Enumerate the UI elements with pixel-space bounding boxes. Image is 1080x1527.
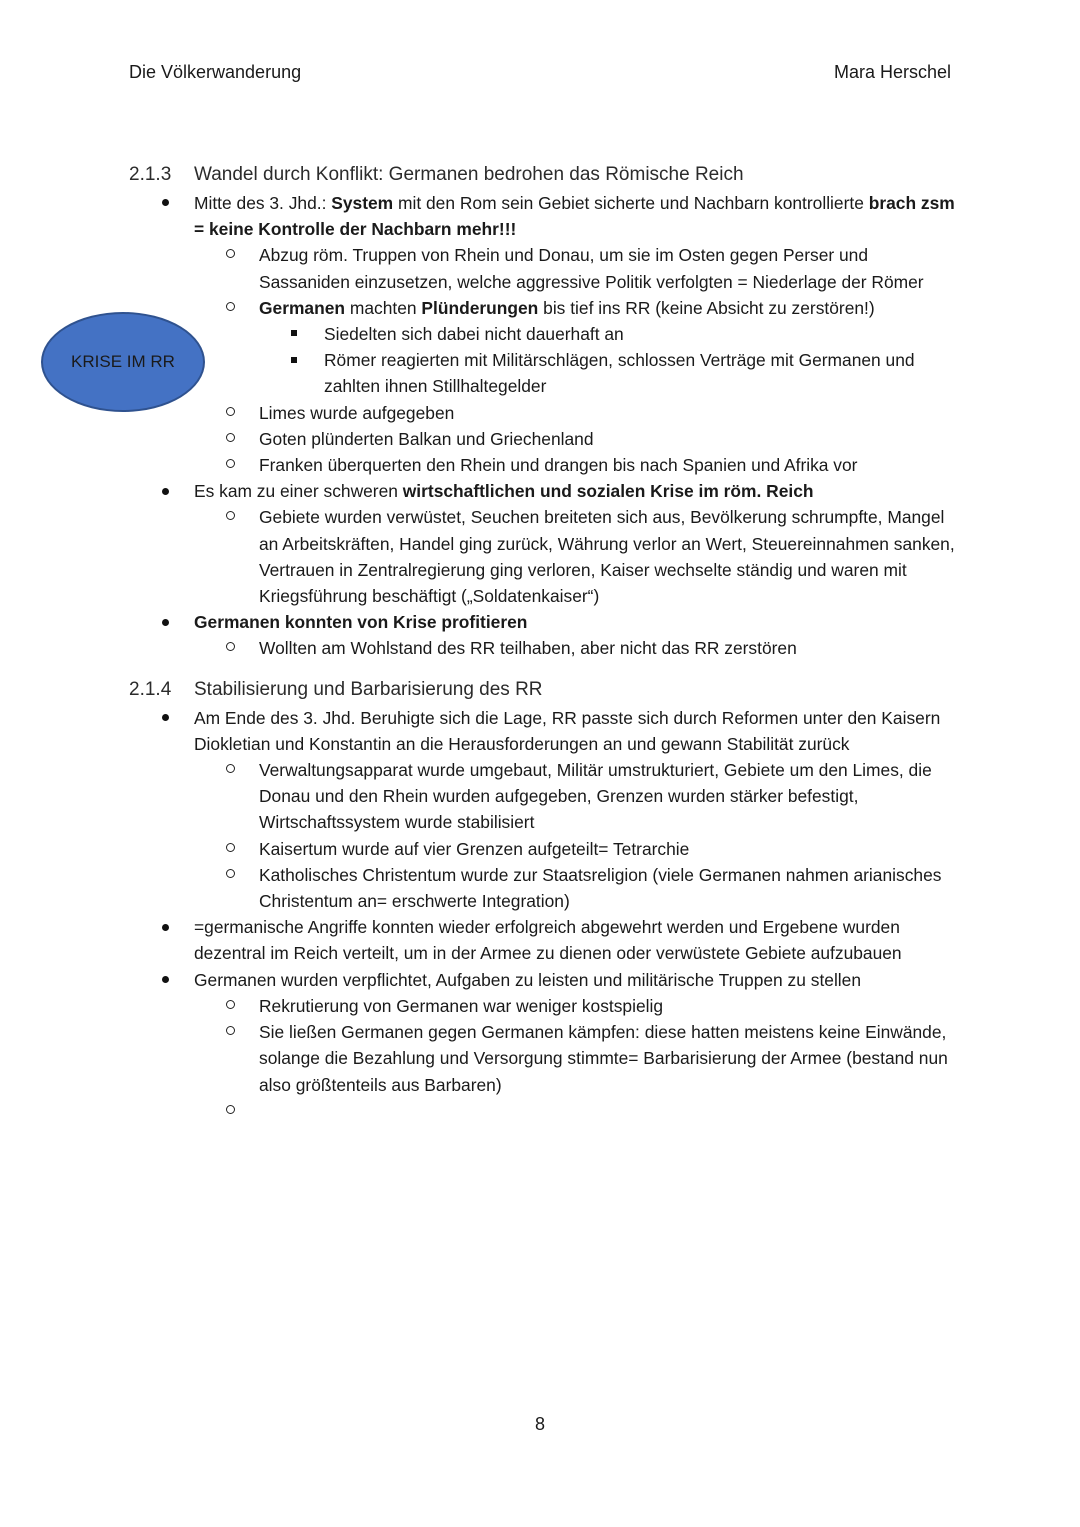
outline-item-level-2	[129, 242, 959, 294]
outline-item-level-1	[129, 914, 959, 966]
bold-text: Germanen konnten von Krise profitieren	[194, 612, 528, 633]
text-segment: Kaisertum wurde auf vier Grenzen aufgeteilt= Tetrarchie	[259, 838, 690, 859]
item-text	[259, 865, 941, 911]
section-number: 2.1.4	[129, 678, 172, 700]
item-text	[259, 298, 875, 318]
text-segment: machten	[345, 297, 422, 318]
bullet-dot-icon	[162, 609, 169, 635]
outline-item-level-3	[129, 347, 959, 399]
bullet-circle-icon	[226, 452, 235, 478]
document-body	[129, 160, 959, 1098]
text-segment: Gebiete wurden verwüstet, Seuchen breiteten sich aus, Bevölkerung schrumpfte, Mangel an Arbeitskräften, Handel ging zurück, Währung verlor an Wert, Steuereinnahmen sanken, Vertrauen in Zentralregierung ging verloren, Kaiser wechselte ständig und waren mit Kriegsführung beschäftigt („Soldatenkaiser“)	[259, 507, 955, 607]
bullet-square-icon	[291, 321, 297, 347]
text-segment: Sie ließen Germanen gegen Germanen kämpfen: diese hatten meistens keine Einwände, solange die Bezahlung und Versorgung stimmte= Barbarisierung der Armee (bestand nun also größtenteils aus Barbaren)	[259, 1022, 948, 1095]
outline-item-level-2	[129, 295, 959, 321]
outline-item-level-1	[129, 609, 959, 635]
bullet-dot-icon	[162, 190, 169, 216]
outline-item-level-1	[129, 967, 959, 993]
bullet-circle-icon	[226, 1019, 235, 1045]
section-number: 2.1.3	[129, 164, 172, 185]
outline-item-level-2	[129, 400, 959, 426]
text-segment: Mitte des 3. Jhd.:	[194, 193, 332, 213]
item-text	[324, 350, 915, 396]
outline-item-level-2	[129, 862, 959, 914]
crisis-badge-label: KRISE IM RR	[71, 352, 175, 371]
bold-text: Germanen	[259, 297, 346, 318]
item-text	[194, 193, 955, 239]
bullet-circle-icon	[226, 862, 235, 888]
text-segment: Siedelten sich dabei nicht dauerhaft an	[324, 324, 624, 345]
outline-item-level-2	[129, 426, 959, 452]
bold-text: brach zsm = keine Kontrolle der Nachbarn mehr!!!	[194, 193, 955, 240]
bullet-circle-icon	[226, 635, 235, 661]
outline-item-level-2	[129, 993, 959, 1019]
item-text	[324, 324, 624, 344]
text-segment: Abzug röm. Truppen von Rhein und Donau, um sie im Osten gegen Perser und Sassaniden einzusetzen, welche aggressive Politik verfolgten = Niederlage der Römer	[259, 245, 924, 292]
outline-item-level-1	[129, 190, 959, 242]
bullet-circle-icon	[226, 1098, 235, 1124]
bullet-dot-icon	[162, 914, 169, 940]
outline-item-level-3	[129, 321, 959, 347]
item-text	[194, 612, 527, 632]
text-segment: mit den Rom sein Gebiet sicherte und Nachbarn kontrollierte	[393, 193, 869, 213]
bullet-circle-icon	[226, 757, 235, 783]
section-heading	[129, 675, 959, 705]
outline-item-level-2	[129, 1019, 959, 1098]
bullet-circle-icon	[226, 836, 235, 862]
text-segment: Wollten am Wohlstand des RR teilhaben, aber nicht das RR zerstören	[259, 638, 797, 659]
section-spacer	[129, 662, 959, 675]
item-text	[259, 760, 932, 832]
text-segment: Römer reagierten mit Militärschlägen, schlossen Verträge mit Germanen und zahlten ihnen Stillhaltegelder	[324, 350, 915, 397]
section-title: Stabilisierung und Barbarisierung des RR	[194, 678, 543, 700]
item-text	[259, 638, 797, 658]
text-segment: Verwaltungsapparat wurde umgebaut, Militär umstrukturiert, Gebiete um den Limes, die Donau und den Rhein wurden aufgegeben, Grenzen wurden stärker befestigt, Wirtschaftssystem wurde stabilisiert	[259, 760, 932, 833]
bullet-dot-icon	[162, 705, 169, 731]
text-segment: Goten plünderten Balkan und Griechenland	[259, 428, 594, 449]
section-title: Wandel durch Konflikt: Germanen bedrohen das Römische Reich	[194, 164, 744, 185]
item-text	[259, 1022, 948, 1094]
text-segment: Limes wurde aufgegeben	[259, 402, 455, 423]
text-segment: Rekrutierung von Germanen war weniger kostspielig	[259, 995, 664, 1016]
item-text	[194, 970, 861, 990]
item-text	[259, 996, 663, 1016]
item-text	[194, 708, 940, 754]
document-title: Die Völkerwanderung	[129, 62, 302, 82]
author-name: Mara Herschel	[833, 62, 951, 82]
text-segment: bis tief ins RR (keine Absicht zu zerstören!)	[538, 297, 875, 318]
outline-item-level-1	[129, 705, 959, 757]
section-heading	[129, 160, 959, 190]
item-text	[259, 245, 924, 291]
text-segment: Am Ende des 3. Jhd. Beruhigte sich die Lage, RR passte sich durch Reformen unter den Kaisern Diokletian und Konstantin an die Herausforderungen an und gewann Stabilität zurück	[194, 707, 941, 754]
item-text	[259, 507, 955, 606]
outline-item-level-2	[129, 836, 959, 862]
text-segment: Germanen wurden verpflichtet, Aufgaben zu leisten und militärische Truppen zu stellen	[194, 969, 862, 990]
item-text	[259, 839, 689, 859]
bullet-circle-icon	[226, 242, 235, 268]
item-text	[259, 429, 594, 449]
item-text	[194, 917, 902, 963]
outline-item-level-2	[129, 757, 959, 836]
bullet-square-icon	[291, 347, 297, 373]
bold-text: wirtschaftlichen und sozialen Krise im röm. Reich	[402, 481, 814, 502]
bullet-circle-icon	[226, 400, 235, 426]
bold-text: Plünderungen	[421, 297, 539, 318]
text-segment: Franken überquerten den Rhein und drangen bis nach Spanien und Afrika vor	[259, 455, 858, 476]
bullet-circle-icon	[226, 504, 235, 530]
text-segment: =germanische Angriffe konnten wieder erfolgreich abgewehrt werden und Ergebene wurden dezentral im Reich verteilt, um in der Armee zu dienen oder verwüstete Gebiete aufzubauen	[194, 917, 902, 964]
page-header	[129, 62, 951, 92]
bold-text: System	[331, 193, 394, 213]
outline-item-level-2	[129, 504, 959, 609]
text-segment: Katholisches Christentum wurde zur Staatsreligion (viele Germanen nahmen arianisches Christentum an= erschwerte Integration)	[259, 864, 942, 912]
bullet-dot-icon	[162, 478, 169, 504]
text-segment: Es kam zu einer schweren	[194, 481, 403, 502]
outline-item-level-2	[129, 635, 959, 661]
bullet-dot-icon	[162, 967, 169, 993]
outline-item-level-1	[129, 478, 959, 504]
item-text	[259, 455, 857, 475]
item-text	[259, 403, 454, 423]
bullet-circle-icon	[226, 295, 235, 321]
page-number: 8	[534, 1414, 545, 1434]
outline-item-level-2	[129, 452, 959, 478]
item-text	[194, 481, 814, 501]
bullet-circle-icon	[226, 426, 235, 452]
bullet-circle-icon	[226, 993, 235, 1019]
